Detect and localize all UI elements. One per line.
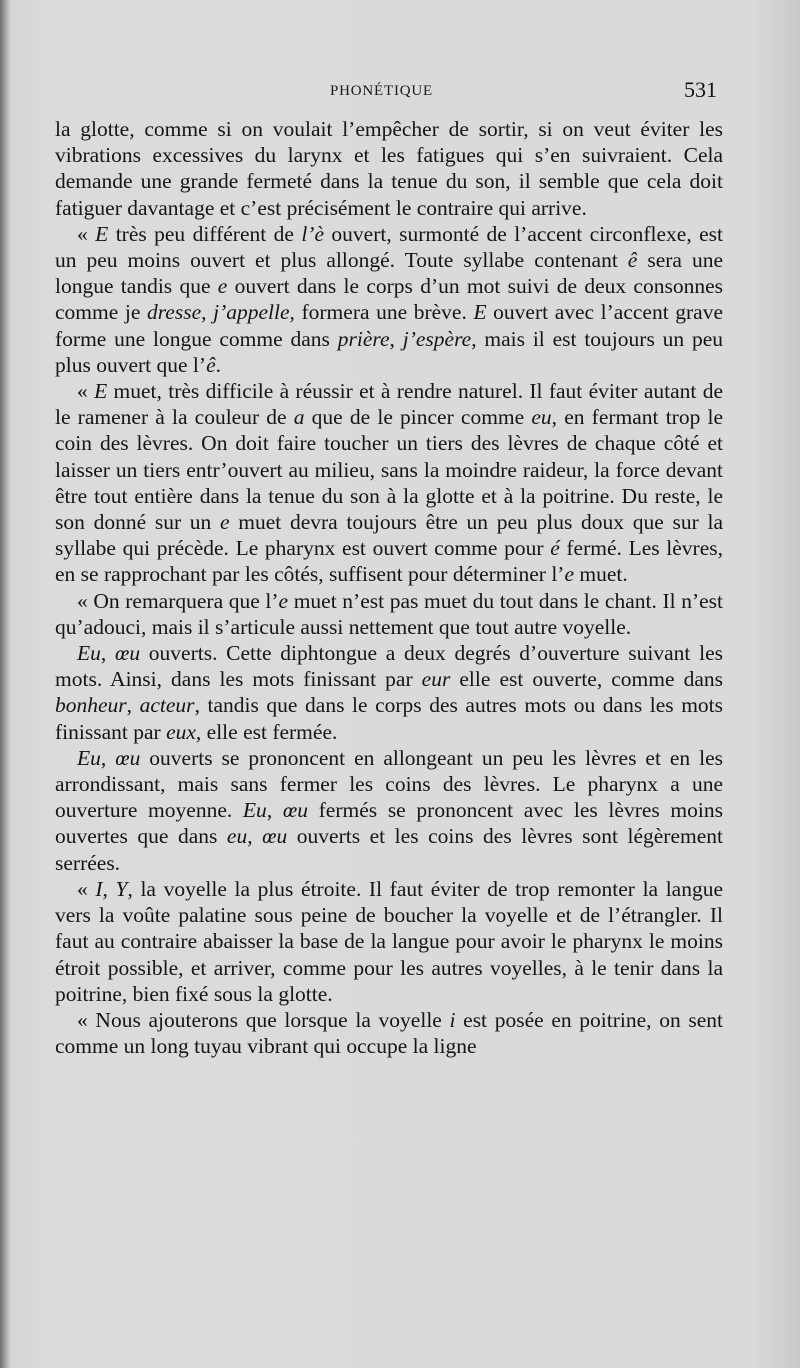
italic-term: e — [220, 510, 230, 535]
text-run: muet. — [574, 562, 628, 587]
text-run: , — [389, 326, 403, 351]
text-run: elle est ouverte, comme dans — [450, 667, 723, 692]
italic-term: j’espère — [402, 326, 472, 351]
text-run: muet devra toujours être un peu plus doux que sur la syllabe qui précède. Le pharynx est ouvert comme pour — [55, 510, 723, 561]
italic-term: Eu — [242, 798, 267, 823]
italic-term: e — [217, 274, 228, 299]
text-run: , tandis que dans le corps des autres mots ou dans les mots finissant par — [55, 693, 724, 744]
running-title: PHONÉTIQUE — [330, 83, 433, 99]
text-run: , — [102, 876, 116, 901]
text-run: , en fermant trop le coin des lèvres. On doit faire toucher un tiers des lèvres de chaque côté et laisser un tiers entr’ouvert au milieu, sans la moindre raideur, la force devant être tout entière dans la tenue du son à la glotte et à la poitrine. Du reste, le son donné sur un — [55, 405, 724, 535]
paragraph — [55, 378, 723, 588]
italic-term: œu — [282, 798, 308, 823]
page-number: 531 — [684, 77, 717, 102]
italic-term: e — [564, 562, 574, 587]
text-run: la glotte, comme si on voulait l’empêcher de sortir, si on veut éviter les vibrations excessives du larynx et les fatigues qui s’en suivraient. Cela demande une grande fermeté dans la tenue du son, il semble que cela doit fatiguer davantage et c’est précisément le contraire qui arrive. — [55, 117, 723, 220]
text-run: ouverts. Cette diphtongue a deux degrés d’ouverture suivant les mots. Ainsi, dans les mots finissant par — [55, 641, 723, 692]
text-run: est posée en poitrine, on sent comme un long tuyau vibrant qui occupe la ligne — [55, 1007, 723, 1059]
text-run: , mais il est toujours un peu plus ouvert que l’ — [55, 326, 724, 377]
italic-term: eu — [226, 824, 248, 849]
text-run: « — [77, 876, 96, 901]
text-run: , la voyelle la plus étroite. Il faut éviter de trop remonter la langue vers la voûte palatine sous peine de boucher la voyelle et de l’étrangler. Il faut au contraire abaisser la base de la langue pour avoir le pharynx le moins étroit possible, et arriver, comme pour les autres voyelles, à le tenir dans la poitrine, bien fixé sous la glotte. — [55, 876, 723, 1006]
italic-term: j’appelle — [213, 300, 290, 325]
italic-term: acteur — [139, 693, 195, 718]
running-header — [0, 72, 800, 112]
paragraph — [55, 876, 723, 1007]
italic-term: prière — [337, 326, 390, 351]
italic-term: eur — [421, 667, 451, 692]
text-run: « — [77, 221, 96, 246]
text-run: très peu différent de — [108, 221, 302, 246]
italic-term: Eu — [77, 745, 101, 770]
italic-term: e — [278, 588, 289, 613]
text-run: ouverts se prononcent en allongeant un peu les lèvres et en les arrondissant, mais sans fermer les coins des lèvres. Le pharynx a une ouverture moyenne. — [55, 745, 724, 823]
text-run: . — [215, 352, 221, 377]
text-run: sera une longue tandis que — [55, 248, 724, 299]
italic-term: Y — [115, 876, 128, 901]
italic-term: ê — [206, 352, 216, 377]
italic-term: bonheur — [55, 693, 127, 718]
italic-term: eux — [166, 719, 196, 744]
italic-term: Eu — [77, 641, 101, 666]
italic-term: l’è — [301, 221, 324, 246]
text-run: , — [266, 798, 283, 823]
italic-term: eu — [531, 405, 552, 430]
text-run: que de le pincer comme — [304, 405, 532, 430]
paragraph — [55, 745, 723, 876]
text-run: ouvert avec l’accent grave forme une longue comme dans — [55, 300, 724, 351]
text-run: muet n’est pas muet du tout dans le chant. Il n’est qu’adouci, mais il s’articule aussi nettement que tout autre voyelle. — [55, 588, 723, 639]
italic-term: é — [550, 536, 560, 561]
italic-term: I — [95, 876, 103, 901]
paragraph — [55, 116, 723, 221]
text-run: ouverts et les coins des lèvres sont légèrement serrées. — [55, 824, 723, 875]
italic-term: i — [449, 1007, 456, 1032]
text-run: fermés se prononcent avec les lèvres moins ouvertes que dans — [55, 798, 723, 849]
paragraph — [55, 221, 723, 378]
text-run: , — [247, 824, 263, 849]
text-run: fermé. Les lèvres, en se rapprochant par les côtés, suffisent pour déterminer l’ — [55, 536, 723, 587]
text-run: « — [77, 379, 95, 404]
text-run: , formera une brève. — [289, 300, 474, 325]
italic-term: œu — [114, 641, 141, 666]
text-run: « Nous ajouterons que lorsque la voyelle — [77, 1007, 450, 1032]
italic-term: dresse — [146, 300, 202, 325]
text-run: muet, très difficile à réussir et à rendre naturel. Il faut éviter autant de le ramener à la couleur de — [55, 379, 723, 430]
text-run: « On remarquera que l’ — [77, 588, 279, 613]
italic-term: ê — [627, 248, 638, 273]
text-run: , elle est fermée. — [195, 719, 338, 744]
text-run: ouvert dans le corps d’un mot suivi de deux consonnes comme je — [55, 274, 723, 325]
paragraph — [55, 588, 723, 640]
text-run: ouvert, surmonté de l’accent circonflexe, est un peu moins ouvert et plus allongé. Toute syllabe contenant — [55, 221, 723, 273]
text-run: , — [126, 693, 140, 718]
paragraph — [55, 1007, 723, 1059]
paragraph — [55, 640, 723, 745]
italic-term: E — [95, 221, 109, 246]
italic-term: E — [473, 300, 487, 325]
italic-term: E — [94, 379, 108, 404]
text-run: , — [100, 641, 115, 666]
body-text — [55, 116, 723, 1059]
text-run: , — [100, 745, 116, 770]
italic-term: a — [293, 405, 305, 430]
italic-term: œu — [262, 824, 288, 849]
italic-term: œu — [115, 745, 141, 770]
text-run: , — [201, 300, 214, 325]
